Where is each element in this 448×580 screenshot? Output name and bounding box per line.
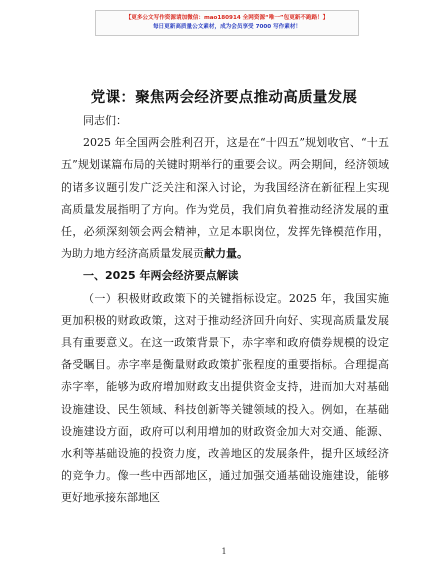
document-title: 党课：聚焦两会经济要点推动高质量发展 [90, 90, 358, 106]
intro-paragraph [61, 132, 389, 265]
promo-banner-line-2: 每日更新高质量公文素材，成为会员享受 7000 写作素材！ [152, 24, 302, 30]
page-number: 1 [221, 547, 227, 556]
subsection-body: 2025 年，我国实施更加积极的财政政策，这对于推动经济回升向好、实现高质量发展具有重要意义。在这一政策背景下，赤字率和政府债券规模的设定备受瞩目。赤字率是衡量财政政策扩张程度的重要指标。合理提高赤字率，能够为政府增加财政支出提供资金支持，进而加大对基础设施建设、民生领域、科技创新等关键领域的投入。例如，在基础设施建设方面，政府可以利用增加的财政资金加大对交通、能源、水利等基础设施的投资力度，改善地区的发展条件，提升区域经济的竞争力。像一些中西部地区，通过加强交通基础设施建设，能够更好地承接东部地区 [61, 291, 389, 505]
subsection-heading: （一）积极财政政策下的关键指标设定。 [83, 291, 289, 305]
greeting: 同志们： [83, 114, 127, 127]
promo-banner [95, 10, 359, 36]
intro-text: 2025 年全国两会胜利召开，这是在“十四五”规划收官、“十五五”规划谋篇布局的关键时期举行的重要会议。两会期间，经济领域的诸多议题引发广泛关注和深入讨论，为我国经济在新征程上实现高质量发展指明了方向。作为党员，我们肩负着推动经济发展的重任，必须深刻领会两会精神，立足本职岗位，发挥先锋模范作用，为助力地方经济高质量发展贡 [61, 136, 389, 261]
section-heading: 一、2025 年两会经济要点解读 [83, 269, 239, 283]
subsection-paragraph [61, 288, 389, 510]
promo-banner-line-1: 【更多公文写作资源请加微信：mao180914 全网资源“唯一”包更新不跑路！】 [125, 15, 329, 21]
document-body [61, 110, 389, 510]
intro-emphasis: 献力量。 [204, 247, 248, 261]
